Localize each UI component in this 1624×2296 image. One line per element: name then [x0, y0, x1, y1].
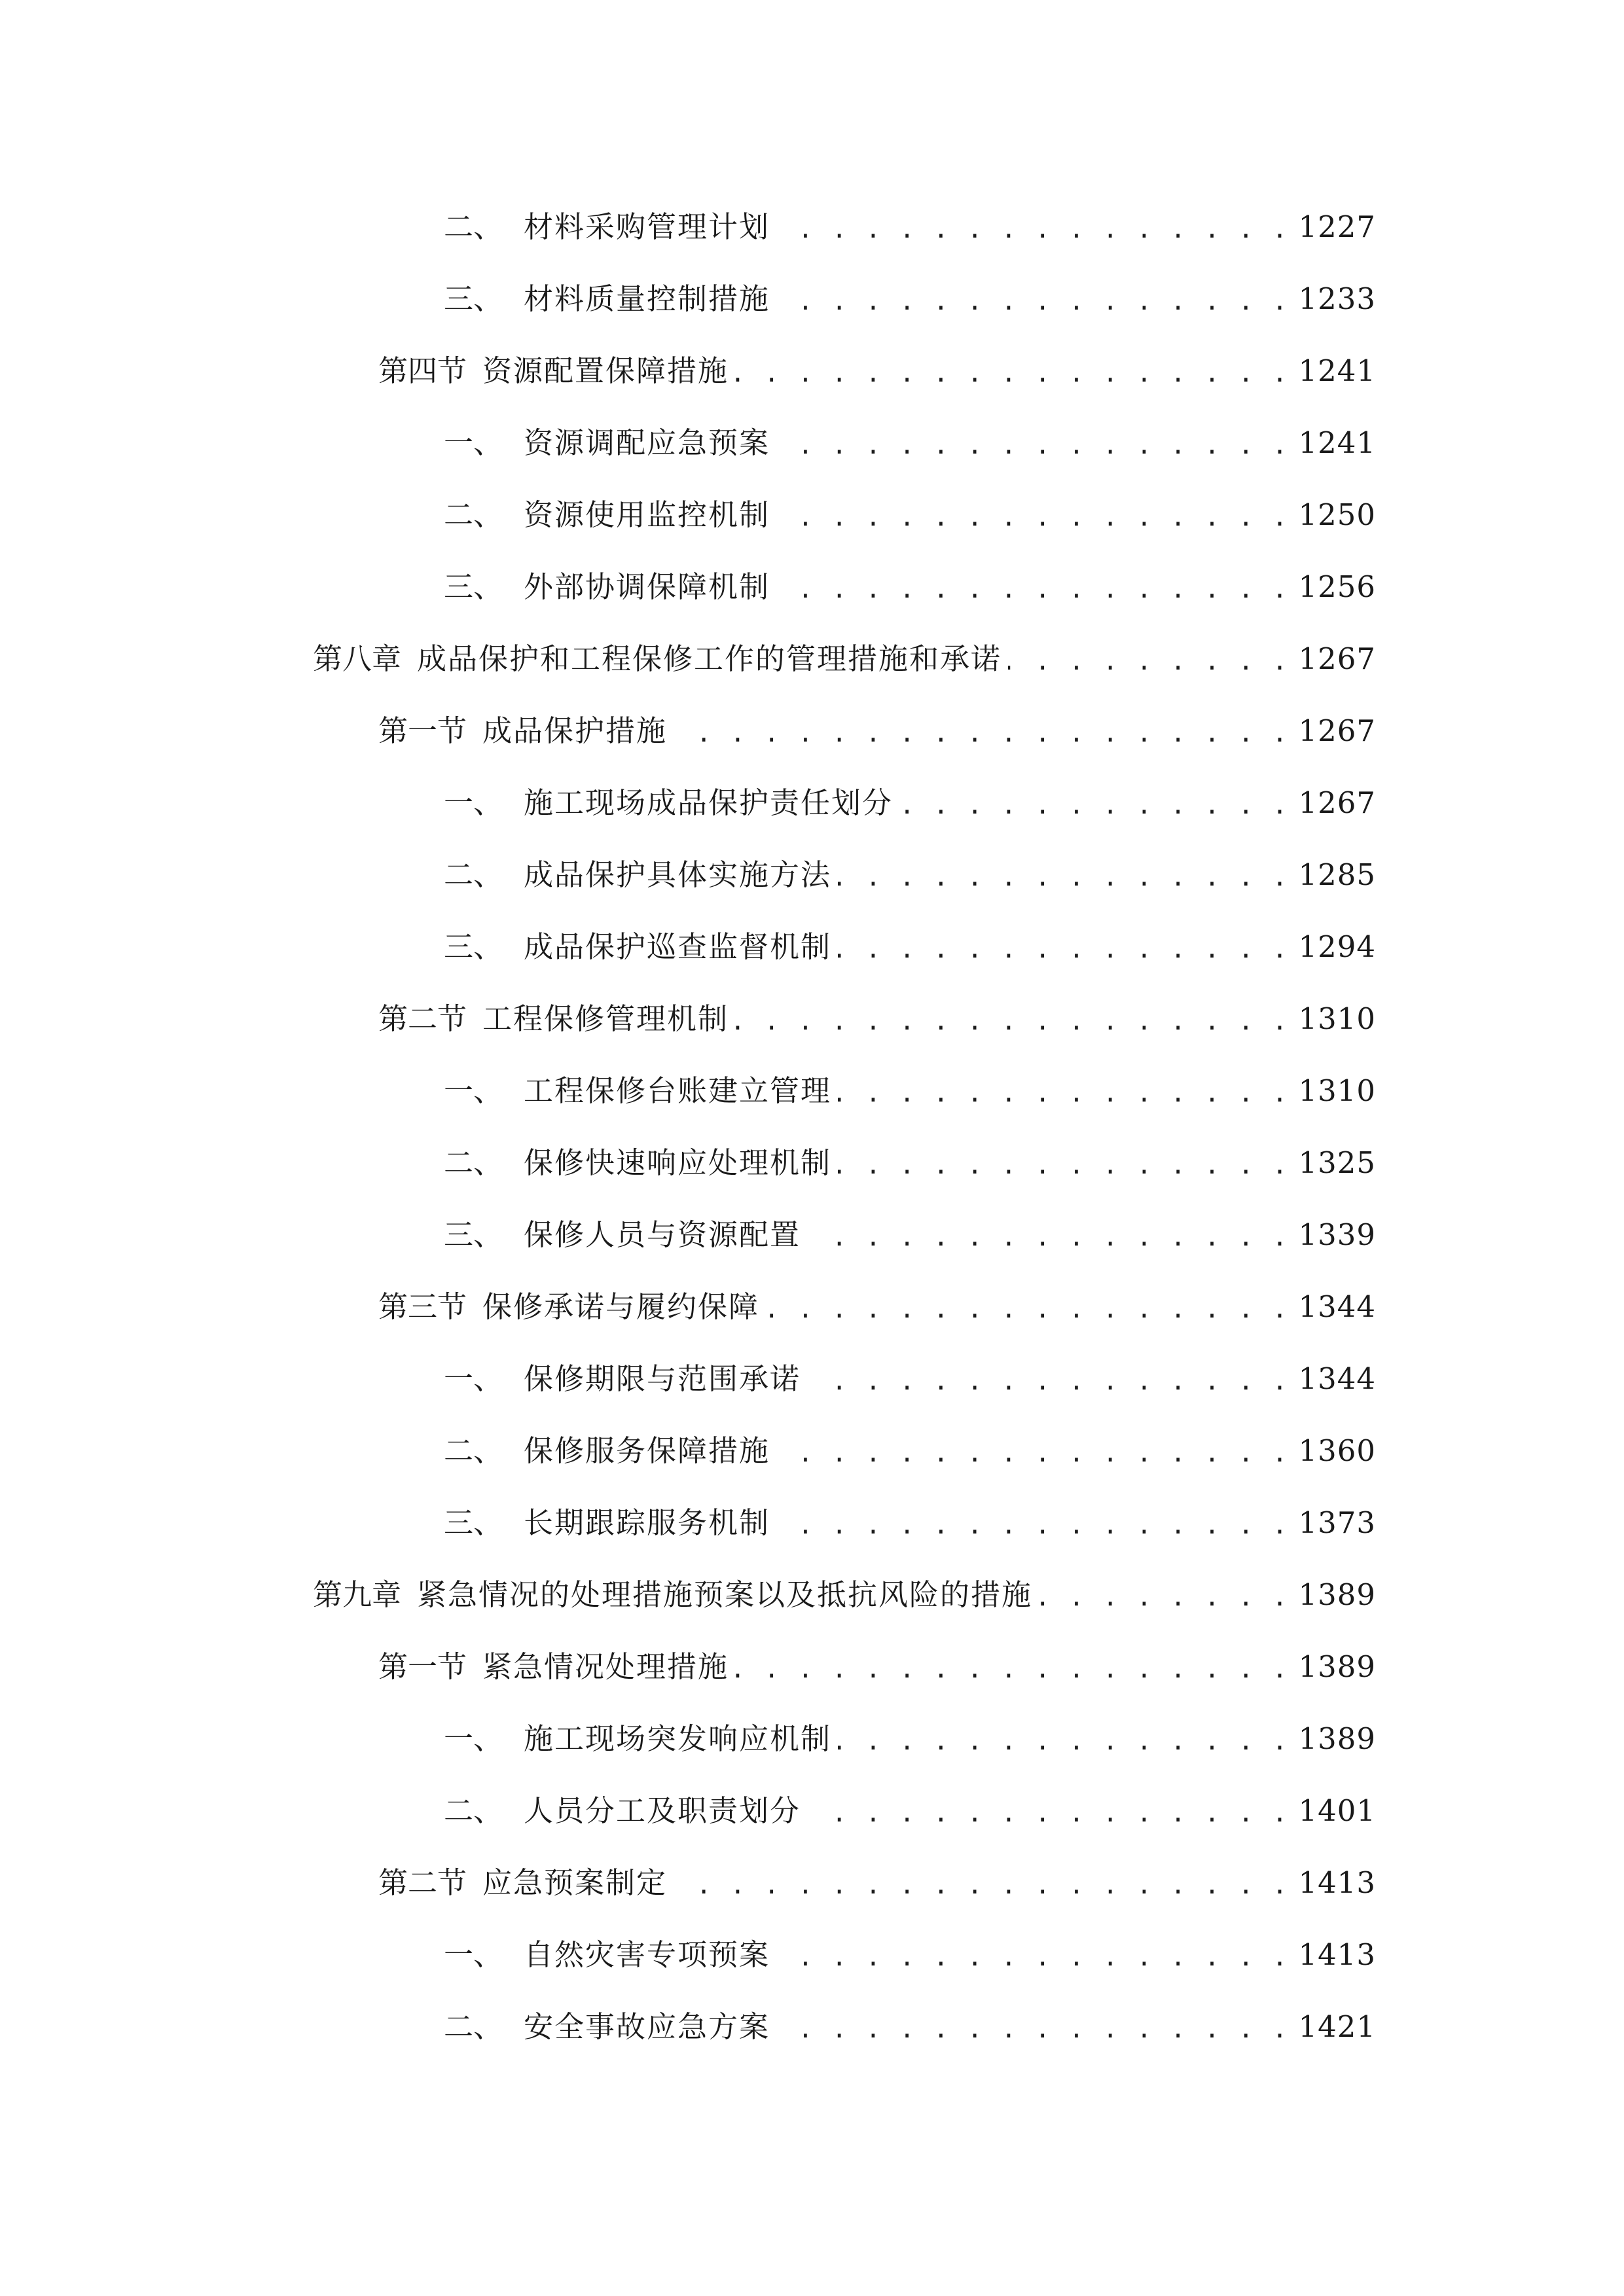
toc-dot-leader: [674, 1863, 1289, 1903]
toc-dot-leader: [776, 1503, 1289, 1543]
toc-entry[interactable]: [0, 983, 1624, 1055]
toc-entry-page: 1413: [1298, 1937, 1376, 1972]
toc-entry-number: 二、: [444, 2009, 503, 2044]
toc-entry-title: 安全事故应急方案: [524, 2009, 770, 2044]
toc-entry[interactable]: [0, 1559, 1624, 1631]
toc-entry-number: 一、: [444, 785, 503, 820]
toc-entry-page: 1373: [1298, 1505, 1376, 1540]
toc-entry[interactable]: [0, 1775, 1624, 1847]
toc-entry[interactable]: [0, 479, 1624, 551]
toc-entry[interactable]: [0, 1199, 1624, 1271]
toc-entry-number: 第八章: [313, 641, 402, 676]
toc-entry-number: 三、: [444, 569, 503, 604]
toc-dot-leader: [674, 711, 1289, 751]
toc-dot-leader: [838, 1719, 1289, 1759]
toc-entry-title: 成品保护措施: [482, 713, 668, 748]
toc-entry-number: 二、: [444, 857, 503, 892]
toc-entry-page: 1241: [1298, 353, 1376, 388]
toc-entry[interactable]: [0, 1487, 1624, 1559]
toc-dot-leader: [838, 927, 1289, 967]
toc-dot-leader: [1008, 639, 1289, 679]
toc-entry-number: 一、: [444, 1361, 503, 1396]
toc-dot-leader: [776, 1431, 1289, 1471]
toc-entry[interactable]: [0, 1991, 1624, 2063]
toc-entry-page: 1250: [1298, 497, 1376, 532]
toc-entry-title: 应急预案制定: [482, 1865, 668, 1900]
toc-entry-title: 资源调配应急预案: [524, 425, 770, 460]
toc-entry-number: 一、: [444, 1721, 503, 1756]
toc-entry-number: 一、: [444, 1937, 503, 1972]
toc-entry-number: 二、: [444, 1145, 503, 1180]
toc-entry-page: 1360: [1298, 1433, 1376, 1468]
toc-entry-number: 二、: [444, 1793, 503, 1828]
toc-entry-number: 第一节: [378, 713, 467, 748]
toc-dot-leader: [735, 351, 1289, 391]
toc-entry-title: 保修人员与资源配置: [524, 1217, 801, 1252]
toc-entry[interactable]: [0, 1415, 1624, 1487]
toc-entry-page: 1310: [1298, 1073, 1376, 1108]
toc-dot-leader: [838, 1071, 1289, 1111]
toc-entry-page: 1344: [1298, 1361, 1376, 1396]
toc-entry-number: 三、: [444, 281, 503, 316]
toc-entry-title: 材料采购管理计划: [524, 209, 770, 244]
toc-entry-page: 1389: [1298, 1577, 1376, 1612]
toc-entry[interactable]: [0, 335, 1624, 407]
toc-entry-title: 紧急情况的处理措施预案以及抵抗风险的措施: [417, 1577, 1033, 1612]
toc-dot-leader: [735, 1647, 1289, 1687]
toc-dot-leader: [776, 279, 1289, 319]
toc-entry[interactable]: [0, 191, 1624, 263]
toc-entry-number: 二、: [444, 1433, 503, 1468]
toc-entry-title: 工程保修管理机制: [482, 1001, 729, 1036]
toc-entry-number: 一、: [444, 425, 503, 460]
toc-entry[interactable]: [0, 1271, 1624, 1343]
toc-entry-title: 人员分工及职责划分: [524, 1793, 801, 1828]
toc-entry-number: 三、: [444, 1505, 503, 1540]
toc-entry-page: 1267: [1298, 641, 1376, 676]
toc-entry-title: 资源配置保障措施: [482, 353, 729, 388]
toc-entry-page: 1325: [1298, 1145, 1376, 1180]
toc-entry-page: 1233: [1298, 281, 1376, 316]
toc-dot-leader: [1039, 1575, 1289, 1615]
toc-entry-page: 1267: [1298, 713, 1376, 748]
toc-entry[interactable]: [0, 407, 1624, 479]
toc-entry-page: 1401: [1298, 1793, 1376, 1828]
toc-entry-title: 施工现场突发响应机制: [524, 1721, 832, 1756]
toc-dot-leader: [807, 1215, 1289, 1255]
toc-entry[interactable]: [0, 1631, 1624, 1703]
toc-entry-number: 二、: [444, 209, 503, 244]
toc-entry-page: 1256: [1298, 569, 1376, 604]
toc-entry-title: 资源使用监控机制: [524, 497, 770, 532]
toc-entry-page: 1413: [1298, 1865, 1376, 1900]
toc-entry[interactable]: [0, 1847, 1624, 1919]
toc-entry-title: 紧急情况处理措施: [482, 1649, 729, 1684]
toc-entry-page: 1285: [1298, 857, 1376, 892]
toc-dot-leader: [776, 1935, 1289, 1975]
toc-entry-page: 1421: [1298, 2009, 1376, 2044]
toc-entry-page: 1389: [1298, 1721, 1376, 1756]
toc-entry-title: 保修承诺与履约保障: [482, 1289, 760, 1324]
toc-entry-page: 1294: [1298, 929, 1376, 964]
toc-dot-leader: [899, 783, 1289, 823]
toc-entry[interactable]: [0, 1703, 1624, 1775]
toc-entry[interactable]: [0, 263, 1624, 335]
toc-entry-title: 外部协调保障机制: [524, 569, 770, 604]
toc-entry-page: 1267: [1298, 785, 1376, 820]
toc-entry-title: 成品保护具体实施方法: [524, 857, 832, 892]
toc-dot-leader: [776, 567, 1289, 607]
toc-entry-page: 1241: [1298, 425, 1376, 460]
toc-dot-leader: [735, 999, 1289, 1039]
toc-entry-number: 三、: [444, 1217, 503, 1252]
toc-entry-number: 第四节: [378, 353, 467, 388]
toc-entry[interactable]: [0, 623, 1624, 695]
toc-entry-number: 第三节: [378, 1289, 467, 1324]
toc-entry-title: 保修快速响应处理机制: [524, 1145, 832, 1180]
toc-entry[interactable]: [0, 695, 1624, 767]
toc-entry[interactable]: [0, 1343, 1624, 1415]
toc-dot-leader: [776, 2007, 1289, 2047]
toc-entry-number: 三、: [444, 929, 503, 964]
toc-dot-leader: [838, 1143, 1289, 1183]
toc-entry[interactable]: [0, 551, 1624, 623]
toc-entry-page: 1339: [1298, 1217, 1376, 1252]
toc-entry-title: 保修期限与范围承诺: [524, 1361, 801, 1396]
toc-entry-title: 工程保修台账建立管理: [524, 1073, 832, 1108]
toc-dot-leader: [766, 1287, 1289, 1327]
toc-entry-number: 第二节: [378, 1001, 467, 1036]
toc-dot-leader: [807, 1791, 1289, 1831]
toc-entry-number: 二、: [444, 497, 503, 532]
toc-entry[interactable]: [0, 1919, 1624, 1991]
toc-entry-number: 第一节: [378, 1649, 467, 1684]
toc-entry-page: 1310: [1298, 1001, 1376, 1036]
toc-dot-leader: [838, 855, 1289, 895]
table-of-contents: [0, 191, 1624, 2063]
toc-entry-page: 1227: [1298, 209, 1376, 244]
toc-entry-number: 第九章: [313, 1577, 402, 1612]
toc-entry-title: 保修服务保障措施: [524, 1433, 770, 1468]
toc-dot-leader: [807, 1359, 1289, 1399]
toc-entry-title: 长期跟踪服务机制: [524, 1505, 770, 1540]
toc-entry-title: 材料质量控制措施: [524, 281, 770, 316]
toc-entry[interactable]: [0, 1055, 1624, 1127]
toc-entry-page: 1389: [1298, 1649, 1376, 1684]
toc-dot-leader: [776, 423, 1289, 463]
toc-entry[interactable]: [0, 1127, 1624, 1199]
toc-entry-number: 一、: [444, 1073, 503, 1108]
toc-dot-leader: [776, 495, 1289, 535]
toc-entry[interactable]: [0, 911, 1624, 983]
toc-entry-title: 成品保护巡查监督机制: [524, 929, 832, 964]
toc-entry-number: 第二节: [378, 1865, 467, 1900]
toc-entry[interactable]: [0, 767, 1624, 839]
toc-dot-leader: [776, 207, 1289, 247]
toc-entry-title: 施工现场成品保护责任划分: [524, 785, 893, 820]
toc-entry[interactable]: [0, 839, 1624, 911]
toc-entry-title: 成品保护和工程保修工作的管理措施和承诺: [417, 641, 1002, 676]
toc-entry-page: 1344: [1298, 1289, 1376, 1324]
toc-entry-title: 自然灾害专项预案: [524, 1937, 770, 1972]
